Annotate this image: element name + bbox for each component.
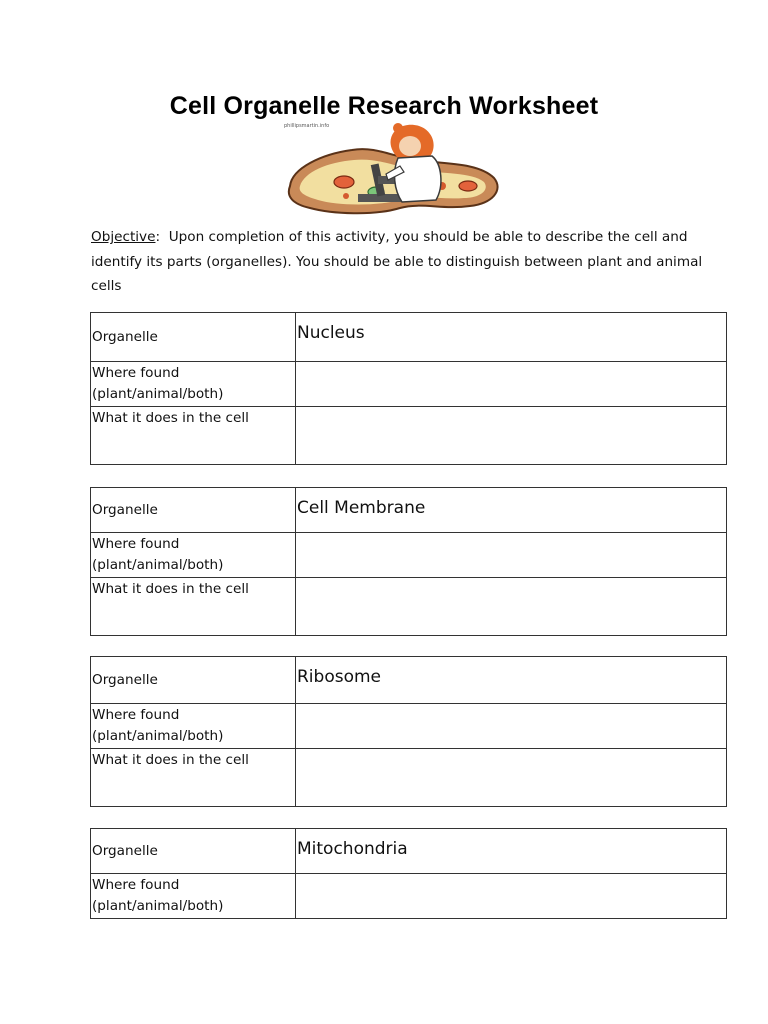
page-title: Cell Organelle Research Worksheet bbox=[169, 92, 599, 120]
where-found-answer-cell[interactable] bbox=[296, 533, 727, 578]
function-answer-cell[interactable] bbox=[296, 407, 727, 465]
function-answer-cell[interactable] bbox=[296, 749, 727, 807]
where-found-label-line1: Where found bbox=[92, 365, 180, 381]
organelle-label: Organelle bbox=[91, 657, 296, 704]
organelle-table bbox=[90, 487, 727, 636]
function-answer-cell[interactable] bbox=[296, 578, 727, 636]
organelle-name: Mitochondria bbox=[296, 829, 727, 874]
organelle-name: Nucleus bbox=[296, 313, 727, 362]
where-found-label bbox=[91, 704, 296, 749]
scientist-with-microscope-icon bbox=[282, 120, 504, 218]
objective-text: Upon completion of this activity, you should be able to describe the cell and identify its parts (organelles). You should be able to distinguish between plant and animal cells bbox=[91, 229, 703, 294]
where-found-label bbox=[91, 362, 296, 407]
what-it-does-label: What it does in the cell bbox=[91, 578, 296, 636]
illustration-credit: phillipsmartin.info bbox=[284, 123, 330, 129]
where-found-label bbox=[91, 533, 296, 578]
where-found-label-line1: Where found bbox=[92, 877, 180, 893]
objective-colon: : bbox=[155, 229, 161, 245]
organelle-name: Ribosome bbox=[296, 657, 727, 704]
organelle-label: Organelle bbox=[91, 488, 296, 533]
where-found-label-line1: Where found bbox=[92, 707, 180, 723]
objective-paragraph bbox=[91, 225, 711, 299]
organelle-table bbox=[90, 312, 727, 465]
what-it-does-label: What it does in the cell bbox=[91, 749, 296, 807]
where-found-label-line2: (plant/animal/both) bbox=[92, 557, 224, 573]
where-found-label-line2: (plant/animal/both) bbox=[92, 386, 224, 402]
organelle-label: Organelle bbox=[91, 829, 296, 874]
where-found-label-line2: (plant/animal/both) bbox=[92, 898, 224, 914]
organelle-label: Organelle bbox=[91, 313, 296, 362]
where-found-answer-cell[interactable] bbox=[296, 704, 727, 749]
where-found-label-line2: (plant/animal/both) bbox=[92, 728, 224, 744]
where-found-label-line1: Where found bbox=[92, 536, 180, 552]
organelle-name: Cell Membrane bbox=[296, 488, 727, 533]
where-found-answer-cell[interactable] bbox=[296, 362, 727, 407]
what-it-does-label: What it does in the cell bbox=[91, 407, 296, 465]
organelle-table bbox=[90, 828, 727, 919]
where-found-label bbox=[91, 874, 296, 919]
where-found-answer-cell[interactable] bbox=[296, 874, 727, 919]
objective-label: Objective bbox=[91, 229, 156, 245]
organelle-table bbox=[90, 656, 727, 807]
